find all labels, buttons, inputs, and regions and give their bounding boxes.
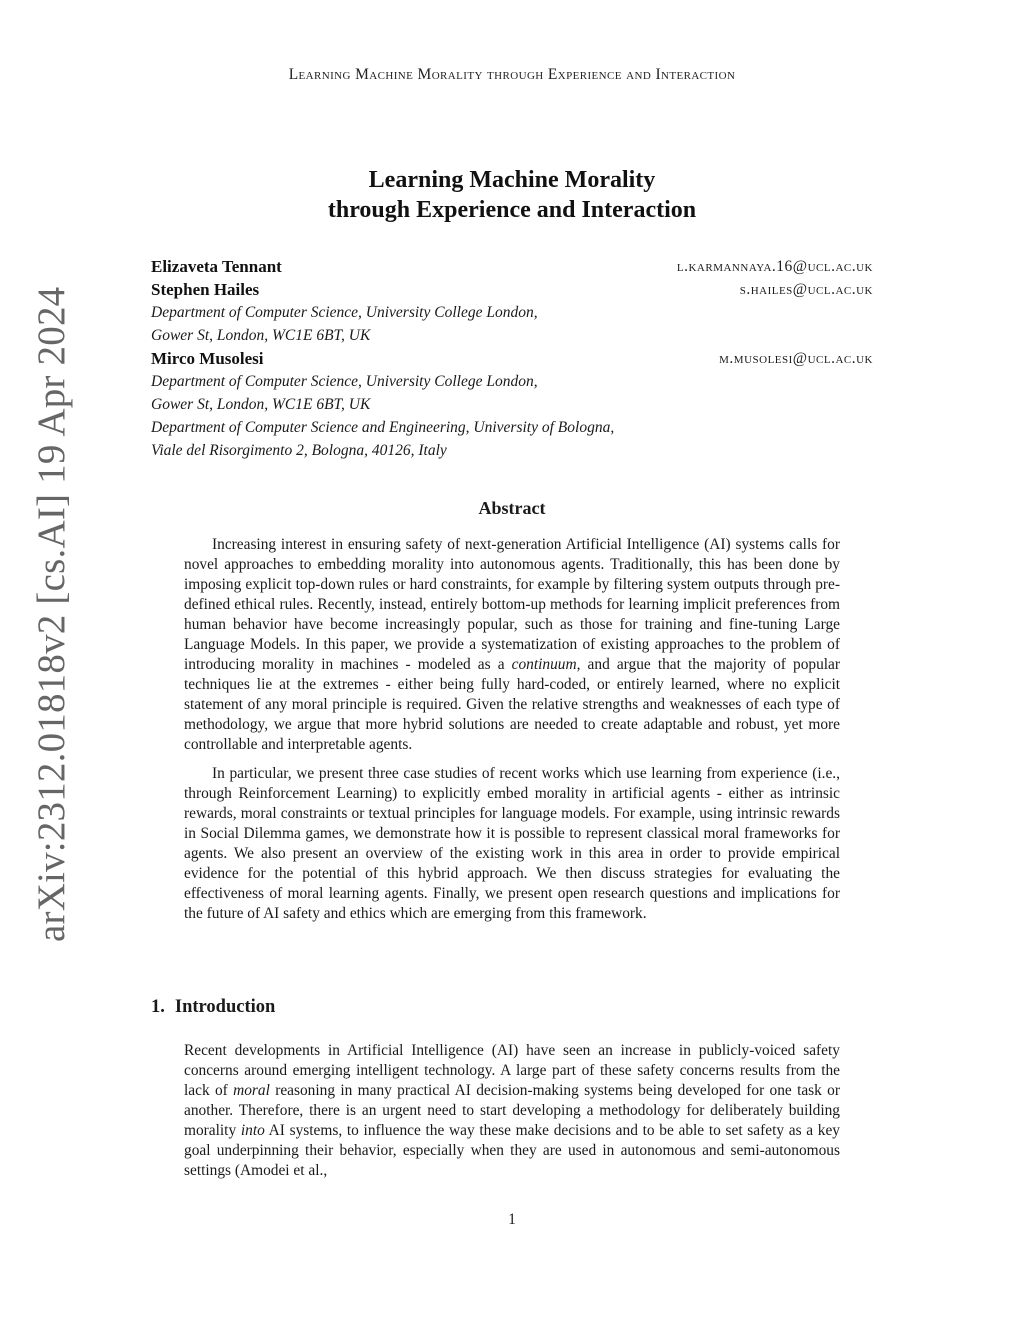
author-email[interactable]: l.karmannaya.16@ucl.ac.uk (676, 258, 873, 275)
abstract-paragraph (184, 535, 840, 755)
affiliation-line: Gower St, London, WC1E 6BT, UK (151, 327, 371, 344)
abstract-emphasis: continuum (511, 656, 577, 673)
author-row (151, 255, 873, 278)
abstract-text: , and argue that the majority of popular techniques lie at the extremes - either being fully hard-coded, or entirely learned, where no explicit statement of any moral principle is required. Given the relative strengths and weaknesses of each type of methodology, we argue that more hybrid solutions are needed to create adaptable and robust, yet more controllable and interpretable agents. (184, 656, 841, 753)
author-row (151, 347, 873, 370)
body-text: AI systems, to influence the way these make decisions and to be able to set safety as a key goal underpinning their behavior, especially when they are used in autonomous and semi-autonomous settings (Amodei et al., (184, 1122, 841, 1179)
abstract-paragraph: In particular, we present three case studies of recent works which use learning from experience (i.e., through Reinforcement Learning) to explicitly embed morality in artificial agents - either as intrinsic rewards, moral constraints or textual principles for language models. For example, using intrinsic rewards in Social Dilemma games, we demonstrate how it is possible to represent classical moral frameworks for agents. We also present an overview of the existing work in this area in order to provide empirical evidence for the potential of this hybrid approach. We then discuss strategies for evaluating the effectiveness of moral learning agents. Finally, we present open research questions and implications for the future of AI safety and ethics which are emerging from this framework. (184, 765, 840, 922)
page-number: 1 (508, 1211, 516, 1228)
body-text: reasoning in many practical AI decision-making systems being developed for one task or another. Therefore, there is an urgent need to start developing a methodology for deliberately building morality (184, 1082, 841, 1139)
author-email[interactable]: m.musolesi@ucl.ac.uk (719, 350, 873, 367)
abstract-text: Increasing interest in ensuring safety of next-generation Artificial Intelligence (AI) systems calls for novel approaches to embedding morality into autonomous agents. Traditionally, this has been done by imposing explicit top-down rules or hard constraints, for example by filtering system outputs through pre-defined ethical rules. Recently, instead, entirely bottom-up methods for learning implicit preferences from human behavior have become increasingly popular, such as those for training and fine-tuning Large Language Models. In this paper, we provide a systematization of existing approaches to the problem of introducing morality in machines - modeled as a (184, 536, 840, 673)
section-number: 1. (151, 997, 165, 1017)
author-name: Elizaveta Tennant (151, 257, 282, 276)
introduction-body (184, 1041, 840, 1181)
author-name: Stephen Hailes (151, 280, 260, 299)
affiliation-line: Department of Computer Science, University College London, (151, 304, 538, 321)
introduction-paragraph (184, 1041, 840, 1181)
arxiv-identifier-stamp: arXiv:2312.01818v2 [cs.AI] 19 Apr 2024 (30, 286, 73, 942)
author-row (151, 278, 873, 301)
affiliation-line: Department of Computer Science and Engineering, University of Bologna, (151, 419, 615, 436)
abstract-heading: Abstract (478, 498, 546, 518)
abstract-body (184, 535, 840, 924)
body-emphasis: into (240, 1122, 265, 1139)
running-head: Learning Machine Morality through Experience and Interaction (288, 66, 736, 83)
body-text: Recent developments in Artificial Intelligence (AI) have seen an increase in publicly-voiced safety concerns around emerging intelligent technology. A large part of these safety concerns results from the lack of (184, 1042, 840, 1099)
title-line-1: Learning Machine Morality (368, 167, 656, 193)
affiliation-line: Gower St, London, WC1E 6BT, UK (151, 396, 371, 413)
title-line-2: through Experience and Interaction (327, 197, 697, 223)
affiliation-line: Viale del Risorgimento 2, Bologna, 40126, Italy (151, 442, 447, 459)
body-emphasis: moral (233, 1082, 270, 1099)
section-title: Introduction (174, 997, 276, 1017)
affiliation-line: Department of Computer Science, University College London, (151, 373, 538, 390)
author-email[interactable]: s.hailes@ucl.ac.uk (739, 281, 873, 298)
paper-title (0, 165, 1024, 225)
author-name: Mirco Musolesi (151, 349, 264, 368)
author-block (151, 255, 873, 462)
section-heading-introduction (151, 997, 275, 1018)
